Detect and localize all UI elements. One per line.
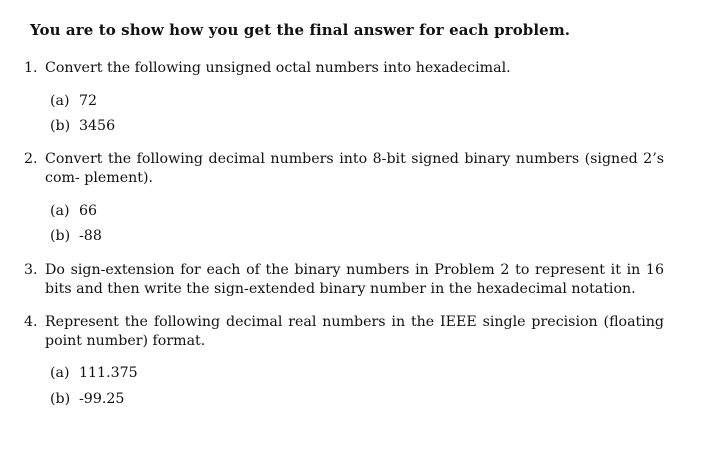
problem-text: Represent the following decimal real numbers in the IEEE single precision (floating point number) format. — [45, 314, 664, 349]
part-label: (b) — [50, 228, 71, 244]
part-value: -99.25 — [79, 391, 125, 407]
part-value: 72 — [79, 93, 98, 109]
problem-4 — [24, 313, 664, 351]
part-label: (a) — [50, 203, 70, 219]
problem-1-part-a — [50, 93, 97, 109]
problem-2 — [24, 150, 664, 188]
problem-3 — [24, 261, 664, 299]
problem-number: 4. — [24, 314, 38, 330]
problem-text: Convert the following decimal numbers into 8-bit signed binary numbers (signed 2’s com- plement). — [45, 151, 664, 186]
problem-number: 2. — [24, 151, 38, 167]
part-label: (b) — [50, 391, 71, 407]
problem-1 — [24, 59, 664, 78]
problem-2-part-a — [50, 203, 97, 219]
part-label: (a) — [50, 93, 70, 109]
problem-4-part-b — [50, 391, 124, 407]
part-value: 3456 — [79, 118, 116, 134]
problem-1-part-b — [50, 118, 115, 134]
part-value: -88 — [79, 228, 102, 244]
problem-text: Do sign-extension for each of the binary numbers in Problem 2 to represent it in 16 bits and then write the sign-extended binary number in the hexadecimal notation. — [45, 262, 664, 297]
problem-2-part-b — [50, 228, 102, 244]
instructions-heading: You are to show how you get the final answer for each problem. — [30, 21, 571, 39]
problem-number: 1. — [24, 60, 38, 76]
part-value: 66 — [79, 203, 98, 219]
part-label: (a) — [50, 365, 70, 381]
part-value: 111.375 — [79, 365, 138, 381]
problem-4-part-a — [50, 365, 138, 381]
problem-text: Convert the following unsigned octal numbers into hexadecimal. — [45, 60, 511, 76]
part-label: (b) — [50, 118, 71, 134]
problem-number: 3. — [24, 262, 38, 278]
